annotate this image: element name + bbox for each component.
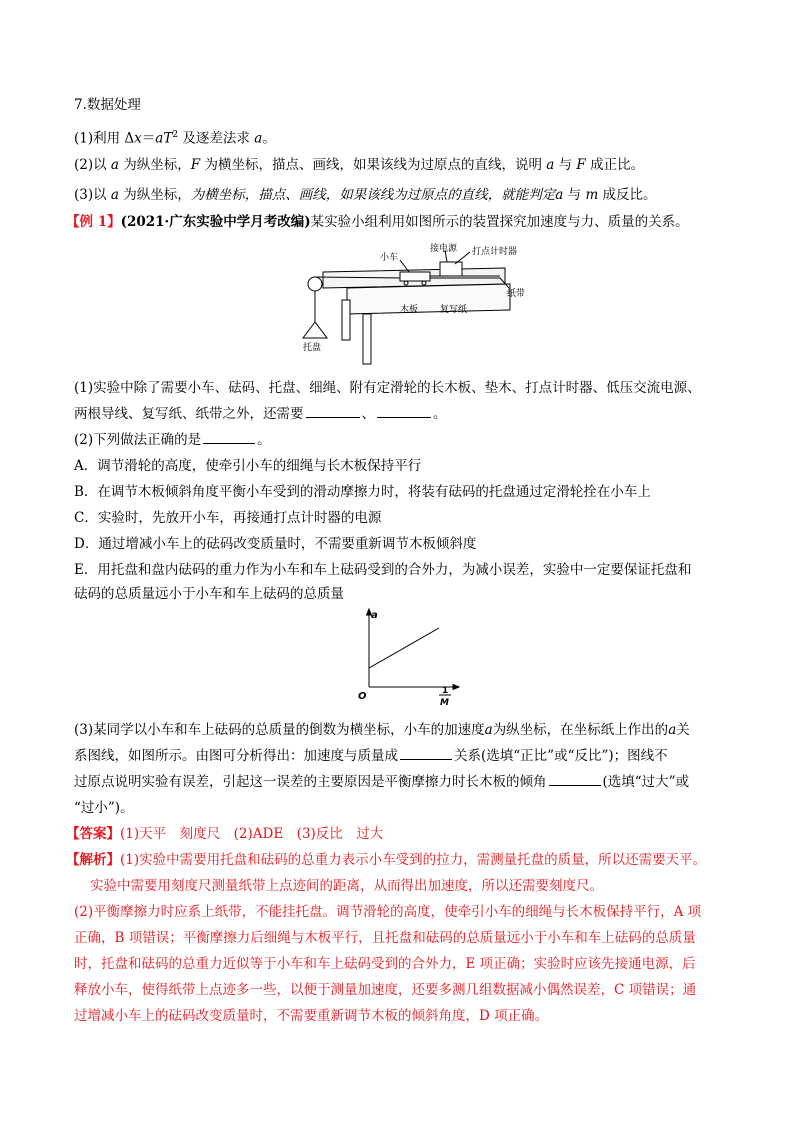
text: (1)利用 Δ [74,130,135,147]
var-a: a [555,187,564,203]
analysis-line-5: 时，托盘和砝码的总重力近似等于小车和车上砝码受到的合外力，E 项正确；实验时应该先接通电源，后 [74,956,696,972]
example-stem: 某实验小组利用如图所示的装置探究加速度与力、质量的关系。 [310,214,689,230]
a-vs-inverse-mass-graph [355,607,465,707]
answer-blank [306,404,360,418]
analysis-line-7: 过增减小车上的砝码改变质量时，不需要重新调节木板的倾斜角度，D 项正确。 [74,1008,549,1024]
text: (3)以 [74,187,111,203]
table-top [347,284,510,314]
example-heading [66,212,689,232]
question-3-line-3 [74,772,689,792]
var-F: F [190,157,201,173]
var-a: a [110,187,119,203]
text: 为纵坐标， [118,187,191,203]
question-1-line-2 [74,404,447,424]
answer-blank [549,772,601,786]
text: 。 [257,432,271,448]
text: (2)下列做法正确的是 [74,432,202,448]
label-board: 木板 [400,305,419,315]
table-leg [342,300,350,340]
option-c: C．实验时，先放开小车，再接通打点计时器的电源 [74,510,382,526]
text: 。 [262,130,276,147]
label-cart: 小车 [380,253,399,263]
text: (3)某同学以小车和车上砝码的总质量的倒数为横坐标，小车的加速度 [74,722,485,738]
section-title: 7.数据处理 [74,97,141,113]
superscript: 2 [172,130,179,140]
var-a: a [254,130,263,147]
timer-box [440,262,462,276]
question-3-line-4: “过小”)。 [74,800,134,816]
x-label-numerator: 1 [442,686,449,696]
var-x: x [134,130,142,147]
text: (2)以 [74,157,111,173]
example-source: (2021·广东实验中学月考改编) [120,214,311,230]
text: 关 [676,722,690,738]
answer-line [66,824,383,844]
option-b: B．在调节木板倾斜角度平衡小车受到的滑动摩擦力时，将装有砝码的托盘通过定滑轮拴在小车上 [74,484,651,500]
text: 及逐差法求 [178,130,255,147]
question-1-line-1: (1)实验中除了需要小车、砝码、托盘、细绳、附有定滑轮的长木板、垫木、打点计时器、低压交流电源、 [74,380,701,396]
text: 过原点说明实验有误差，引起这一误差的主要原因是平衡摩擦力时长木板的倾角 [74,774,547,790]
analysis-line-2: 实验中需要用刻度尺测量纸带上点迹间的距离，从而得出加速度，所以还需要刻度尺。 [90,878,603,894]
text: 关系(选填“正比”或“反比”)；图线不 [454,748,668,764]
analysis-line-4: 正确，B 项错误；平衡摩擦力后细绳与木板平行，且托盘和砝码的总质量远小于小车和车上砝码的总质量 [74,930,696,946]
x-axis-arrow [453,685,459,690]
text: 系图线，如图所示。由图可分析得出：加速度与质量成 [74,748,398,764]
answer-blank [400,746,452,760]
var-m: m [585,187,599,203]
analysis-tag: 【解析】 [66,852,120,868]
option-d: D．通过增减小车上的砝码改变质量时，不需要重新调节木板倾斜度 [74,536,477,552]
question-2 [74,430,271,450]
text: 为纵坐标，在坐标纸上作出的 [492,722,669,738]
analysis-line-1 [66,850,706,870]
text: 为纵坐标， [118,157,191,173]
apparatus-figure [295,240,535,370]
option-a: A．调节滑轮的高度，使牵引小车的细绳与长木板保持平行 [74,458,422,474]
section-point-3 [74,185,657,205]
option-e-line-1: E．用托盘和盘内砝码的重力作为小车和车上砝码受到的合外力，为减小误差，实验中一定要保证托盘和 [74,562,692,578]
x-label-denominator: M [440,698,449,707]
data-line [369,628,439,668]
analysis-line-6: 释放小车，使得纸带上点迹多一些，以便于测量加速度，还要多测几组数据减小偶然误差，C 项错误；通 [74,982,697,998]
answer-tag: 【答案】 [66,826,120,842]
table-leg [363,314,371,364]
label-power: 接电源 [430,244,458,254]
text: 与 [563,187,586,203]
label-tape: 纸带 [507,289,526,299]
text: 、 [361,406,375,422]
example-tag: 【例 1】 [66,214,121,230]
var-F: F [576,157,586,173]
answer-blank [203,430,255,444]
y-label: a [371,610,378,621]
text: (1)实验中需要用托盘和砝码的总重力表示小车受到的拉力，需测量托盘的质量，所以还需要天平。 [120,852,707,868]
answer-blank [377,404,431,418]
text: 两根导线、复写纸、纸带之外，还需要 [74,406,304,422]
answer-text: (1)天平 刻度尺 (2)ADE (3)反比 过大 [120,826,384,842]
var-a: a [668,722,677,738]
section-point-2 [74,155,644,175]
text: 成反比。 [598,187,657,203]
label-tray: 托盘 [303,343,322,353]
text: ＝ [141,130,156,147]
origin-label: O [358,691,367,702]
cart [400,272,430,281]
text: 成正比。 [585,157,645,173]
label-carbon: 复写纸 [440,305,468,315]
text: 。 [433,406,447,422]
analysis-line-3: (2)平衡摩擦力时应系上纸带，不能挂托盘。调节滑轮的高度，使牵引小车的细绳与长木板保持平行，A 项 [74,904,702,920]
section-point-1 [74,125,276,149]
var-aT: aT [155,130,173,147]
text: 为横坐标，描点、画线，如果该线为过原点的直线，说明 [200,157,547,173]
var-a: a [546,157,555,173]
option-e-line-2: 砝码的总质量远小于小车和车上砝码的总质量 [74,586,344,602]
question-3-line-2 [74,746,668,766]
question-3-line-1 [74,720,690,740]
text: 与 [554,157,577,173]
pulley [308,277,322,291]
text: (选填“过大”或 [602,774,690,790]
var-a: a [484,722,493,738]
label-timer: 打点计时器 [472,247,518,257]
tray [303,322,327,338]
var-a: a [110,157,119,173]
italic-text: 为横坐标，描点、画线，如果该线为过原点的直线，就能判定 [190,187,556,203]
